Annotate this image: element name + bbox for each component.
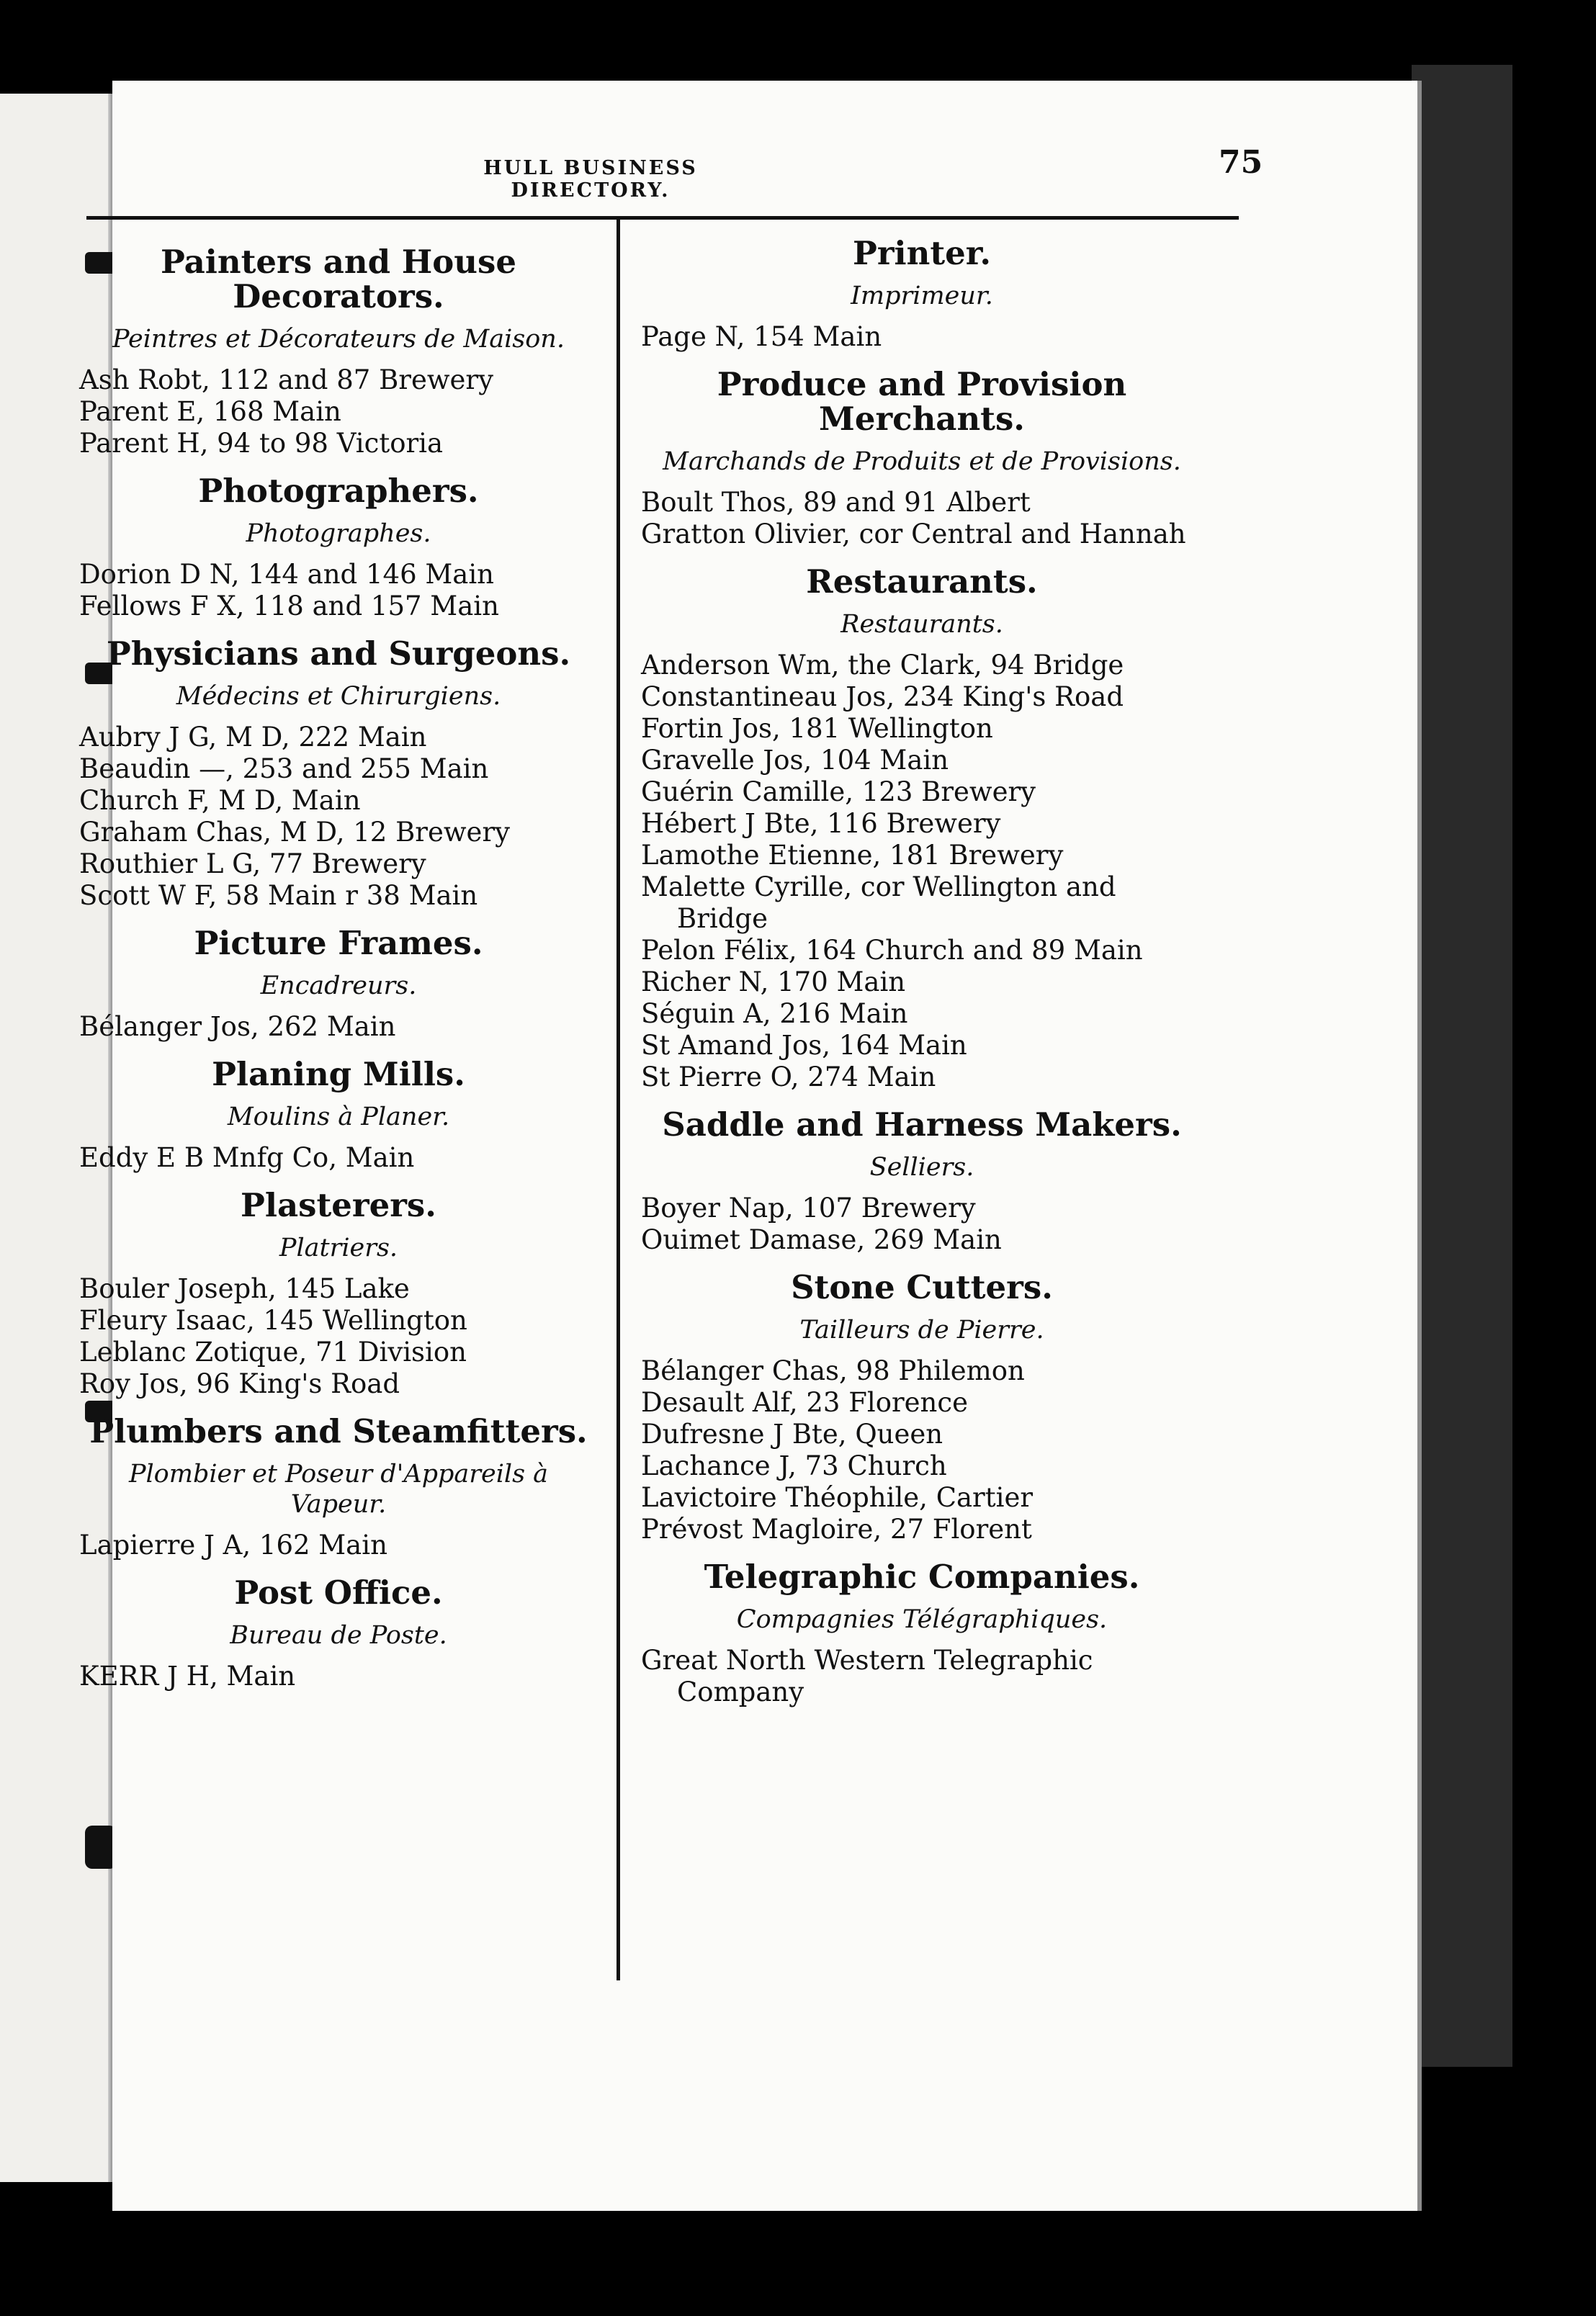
directory-entry: Hébert J Bte, 116 Brewery [641, 808, 1001, 839]
directory-section [641, 367, 1203, 550]
directory-section [79, 926, 598, 1043]
section-heading: Planing Mills. [212, 1055, 465, 1093]
section-heading: Post Office. [234, 1574, 443, 1612]
section-subheading: Imprimeur. [851, 282, 993, 310]
directory-entry: St Amand Jos, 164 Main [641, 1030, 967, 1061]
directory-entry: Parent E, 168 Main [79, 396, 341, 427]
directory-section [641, 1105, 1203, 1256]
directory-entry: Boult Thos, 89 and 91 Albert [641, 487, 1031, 518]
directory-entry: Parent H, 94 to 98 Victoria [79, 428, 444, 459]
section-subheading: Plombier et Poseur d'Appareils à Vapeur. [128, 1460, 549, 1519]
directory-section [79, 1576, 598, 1692]
directory-entry: Ouimet Damase, 269 Main [641, 1224, 1002, 1255]
directory-section [641, 562, 1203, 1093]
entry-list [79, 1273, 598, 1400]
section-subheading: Selliers. [869, 1153, 974, 1182]
section-heading: Stone Cutters. [791, 1268, 1053, 1306]
directory-entry: Guérin Camille, 123 Brewery [641, 776, 1036, 807]
directory-entry: Fleury Isaac, 145 Wellington [79, 1305, 467, 1336]
directory-entry: Bouler Joseph, 145 Lake [79, 1273, 410, 1304]
section-heading: Plumbers and Steamfitters. [89, 1412, 588, 1450]
directory-entry: Eddy E B Mnfg Co, Main [79, 1142, 415, 1173]
directory-section [641, 1560, 1203, 1708]
directory-entry: Roy Jos, 96 King's Road [79, 1368, 400, 1399]
section-heading: Plasterers. [241, 1186, 436, 1224]
directory-section [79, 1188, 598, 1400]
left-column [79, 245, 598, 1707]
entry-list [79, 1142, 598, 1174]
entry-list [641, 650, 1203, 1093]
entry-list [641, 1355, 1203, 1545]
directory-entry: St Pierre O, 274 Main [641, 1062, 936, 1092]
directory-entry: Desault Alf, 23 Florence [641, 1387, 969, 1418]
book-cover-edge [1412, 65, 1512, 2067]
directory-entry: Great North Western Telegraphic Company [641, 1645, 1093, 1707]
section-heading: Picture Frames. [194, 924, 483, 962]
directory-entry: Gravelle Jos, 104 Main [641, 745, 949, 776]
directory-section [79, 634, 598, 912]
directory-entry: Aubry J G, M D, 222 Main [79, 722, 427, 753]
section-heading: Painters and House Decorators. [161, 243, 516, 315]
page-number: 75 [1219, 144, 1263, 181]
directory-section [79, 474, 598, 622]
entry-list [641, 1645, 1203, 1708]
directory-entry: Ash Robt, 112 and 87 Brewery [79, 364, 493, 395]
directory-entry: Scott W F, 58 Main r 38 Main [79, 880, 478, 911]
directory-entry: Bélanger Jos, 262 Main [79, 1011, 396, 1042]
directory-entry: KERR J H, Main [79, 1661, 296, 1692]
header-rule [86, 216, 1239, 220]
directory-entry: Boyer Nap, 107 Brewery [641, 1193, 976, 1224]
section-subheading: Médecins et Chirurgiens. [176, 682, 501, 711]
directory-entry: Fellows F X, 118 and 157 Main [79, 591, 499, 621]
section-subheading: Bureau de Poste. [230, 1621, 447, 1650]
directory-entry: Graham Chas, M D, 12 Brewery [79, 817, 511, 848]
directory-section [79, 245, 598, 459]
directory-section [641, 236, 1203, 353]
directory-entry: Leblanc Zotique, 71 Division [79, 1337, 467, 1368]
directory-entry: Gratton Olivier, cor Central and Hannah [641, 519, 1186, 549]
entry-list [641, 1193, 1203, 1256]
section-heading: Restaurants. [806, 562, 1038, 601]
section-subheading: Moulins à Planer. [227, 1103, 450, 1131]
directory-entry: Church F, M D, Main [79, 785, 361, 816]
entry-list [79, 559, 598, 622]
section-subheading: Marchands de Produits et de Provisions. [663, 447, 1181, 476]
directory-entry: Page N, 154 Main [641, 321, 882, 352]
entry-list [79, 722, 598, 912]
directory-entry: Séguin A, 216 Main [641, 998, 908, 1029]
section-subheading: Encadreurs. [260, 971, 417, 1000]
section-subheading: Photographes. [246, 519, 431, 548]
entry-list [79, 364, 598, 459]
directory-entry: Beaudin —, 253 and 255 Main [79, 753, 489, 784]
directory-entry: Routhier L G, 77 Brewery [79, 848, 426, 879]
right-column [641, 236, 1203, 1723]
section-subheading: Peintres et Décorateurs de Maison. [112, 325, 565, 354]
directory-entry: Anderson Wm, the Clark, 94 Bridge [641, 650, 1124, 681]
directory-entry: Lachance J, 73 Church [641, 1450, 947, 1481]
section-heading: Produce and Provision Merchants. [717, 365, 1127, 438]
section-heading: Printer. [852, 234, 992, 272]
directory-entry: Dufresne J Bte, Queen [641, 1419, 943, 1450]
directory-entry: Fortin Jos, 181 Wellington [641, 713, 993, 744]
directory-entry: Bélanger Chas, 98 Philemon [641, 1355, 1025, 1386]
section-heading: Photographers. [198, 472, 479, 510]
directory-entry: Dorion D N, 144 and 146 Main [79, 559, 494, 590]
directory-entry: Prévost Magloire, 27 Florent [641, 1514, 1032, 1545]
directory-entry: Lamothe Etienne, 181 Brewery [641, 840, 1064, 871]
section-heading: Saddle and Harness Makers. [662, 1105, 1182, 1144]
entry-list [79, 1011, 598, 1043]
entry-list [79, 1530, 598, 1561]
running-header: HULL BUSINESS DIRECTORY. [483, 157, 698, 202]
section-subheading: Restaurants. [840, 610, 1003, 639]
column-divider [617, 216, 620, 1980]
directory-section [79, 1414, 598, 1561]
entry-list [79, 1661, 598, 1692]
entry-list [641, 321, 1203, 353]
section-subheading: Tailleurs de Pierre. [799, 1316, 1044, 1345]
section-subheading: Compagnies Télégraphiques. [736, 1605, 1108, 1634]
directory-entry: Richer N, 170 Main [641, 966, 906, 997]
entry-list [641, 487, 1203, 550]
section-heading: Telegraphic Companies. [704, 1558, 1140, 1596]
directory-section [641, 1270, 1203, 1545]
directory-section [79, 1057, 598, 1174]
section-heading: Physicians and Surgeons. [106, 634, 571, 673]
directory-entry: Lapierre J A, 162 Main [79, 1530, 387, 1561]
directory-entry: Lavictoire Théophile, Cartier [641, 1482, 1034, 1513]
section-subheading: Platriers. [279, 1234, 398, 1262]
directory-entry: Malette Cyrille, cor Wellington and Bridge [641, 871, 1116, 934]
directory-entry: Constantineau Jos, 234 King's Road [641, 681, 1124, 712]
directory-entry: Pelon Félix, 164 Church and 89 Main [641, 935, 1143, 966]
